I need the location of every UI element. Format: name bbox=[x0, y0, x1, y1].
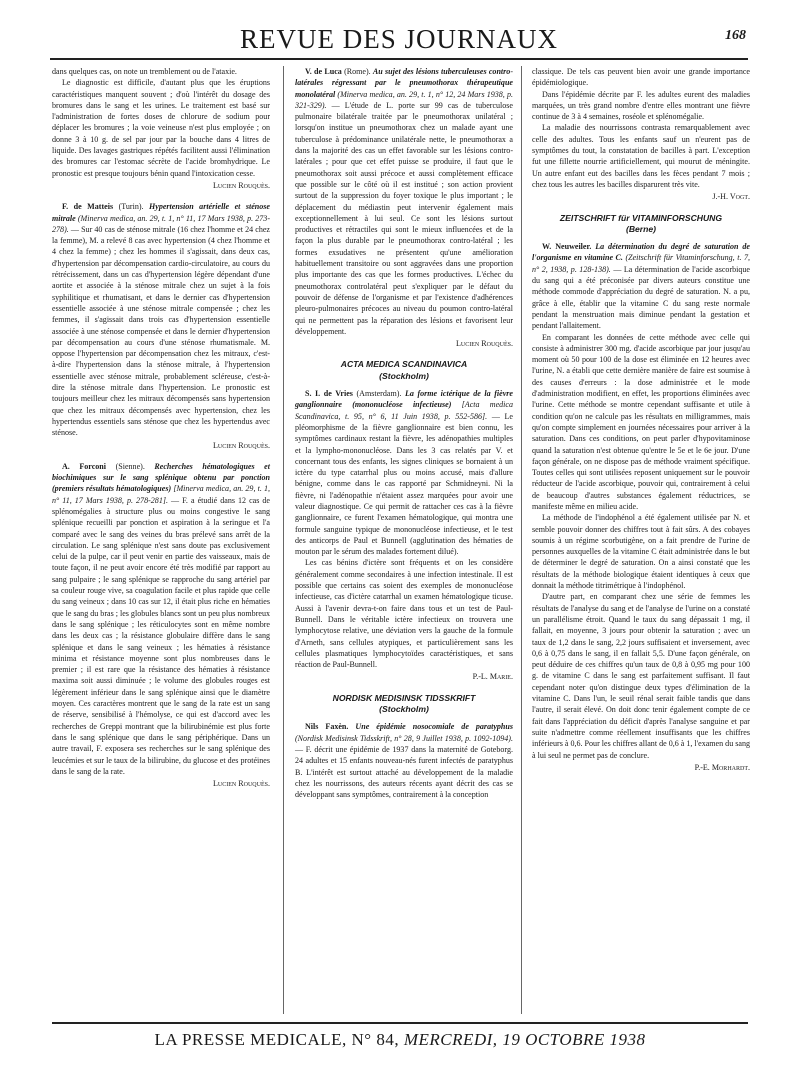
article-source: (Minerva medica, an. 29, t. 1, n° 12, 24 Mars 1938, p. 321-329). bbox=[295, 89, 513, 110]
paragraph bbox=[295, 388, 513, 557]
article-source: (Zeitschrift für Vitaminforschung, t. 7, n° 2, 1938, p. 128-138). bbox=[532, 253, 750, 274]
article-continued bbox=[52, 66, 270, 191]
article-signature: Lucien Rouquès. bbox=[456, 339, 513, 349]
article-title: Hypertension artérielle et sténose mitrale bbox=[52, 202, 270, 223]
footer-day: MERCREDI, bbox=[403, 1030, 498, 1049]
column-1 bbox=[52, 66, 270, 799]
paragraph: La maladie des nourrissons contrasta remarquablement avec celle des adultes. Tous les enfants sauf un n'eurent pas de symptômes du tout, la constatation de bacilles à part. L'exception fut une fillette nourrie artificiellement, qui mourut de méningite. Un autre enfant eut des bacilles dans les fèces pendant 7 mois ; chez tous les autres les bacilles disparurent très vite. bbox=[532, 123, 750, 189]
page-footer bbox=[52, 1022, 748, 1050]
paragraph bbox=[295, 721, 513, 800]
paragraph: classique. De tels cas peuvent bien avoir une grande importance épidémiologique. bbox=[532, 67, 750, 88]
article-de-vries bbox=[295, 388, 513, 683]
column-3 bbox=[532, 66, 750, 783]
section-journal-place: (Stockholm) bbox=[379, 704, 429, 715]
paragraph bbox=[532, 241, 750, 331]
article-author: F. de Matteis bbox=[62, 202, 114, 212]
page-header bbox=[50, 22, 748, 60]
section-journal-heading: NORDISK MEDISINSK TIDSSKRIFT bbox=[332, 692, 476, 703]
paragraph bbox=[52, 461, 270, 777]
article-body: — F. a étudié dans 12 cas de splénomégalies à structure plus ou moins congestive le sang splénique recueilli par ponction et aspiration à la seringue et l'a comparé avec le sang des veines du bras prélevé sans arrêt de la circulation. Le sang splénique n'est sans doute pas exclusivement celui de la pulpe, car il peut venir en partie des vaisseaux, mais de toute façon, il ne peut avoir encore été très modifié par rapport au sang pulpaire ; le sang splénique se rapproche du sang artériel par sa couleur rouge vive, sa coagulation facile et plus rapide que celle du sang veineux ; dans 10 cas sur 12, il était plus riche en hématies que le sang du bras ; les globules blancs sont un peu plus nombreux dans le sang splénique ; les réticulocytes sont en même nombre dans les deux cas ; la résistance globulaire diffère dans le sang splénique et dans le sang veineux ; les hématies à résistance minima et résistance moyenne sont plus nombreuses dans le premier ; il est rare que la résistance des hématies à résistance maxima soit aussi diminuée ; le volume des globules rouges est légèrement inférieur dans le sang splénique ainsi que le diamètre moyen. Ces caractères montrent que le sang de la rate est un sang de réserve, sensibilisé à l'hémolyse, ce qui est d'accord avec les recherches de Greppi montrant que la bilirubinémie est plus forte dans le sang splénique que dans le sang périphérique. Dans un autre travail, F. exposera ses recherches sur le sang splénique des leucémies et sur le taux de la bilirubine, du glucose et des protéines dans le sang de la rate. bbox=[52, 495, 270, 776]
column-2 bbox=[295, 66, 513, 810]
section-journal-place: (Stockholm) bbox=[379, 370, 429, 381]
paragraph: Dans l'épidémie décrite par F. les adultes eurent des maladies marquées, un très grand nombre d'entre elles montrant une fièvre continue de 3 à 4 semaines, roséole et splénomégalie. bbox=[532, 89, 750, 122]
article-signature: J.-H. Vogt. bbox=[712, 192, 750, 202]
article-place: (Turin). bbox=[118, 202, 144, 212]
article-signature: P.-L. Marie. bbox=[472, 672, 513, 682]
article-source: (Minerva medica, an. 29, t. 1, n° 11, 17 Mars 1938, p. 273-278). bbox=[52, 213, 271, 234]
article-neuweiler bbox=[532, 241, 750, 773]
article-source: [Minerva medica, an. 29, t. 1, n° 11, 17 Mars 1938, p. 278-281]. bbox=[52, 484, 271, 505]
paragraph: D'autre part, en comparant chez une série de femmes les résultats de l'analyse du sang et de l'analyse de l'urine on a constaté un parallélisme étroit. Quand le taux du sang dépassait 1 mg, il fallait, en moyenne, 3 jours pour obtenir la saturation ; avec un taux de 1,2 dans le sang, 2,2 jours suffisaient et inversement, avec 0,6 à 0,75 dans le sang, il en fallait 5,5. D'une façon générale, on peut déduire de ces chiffres qu'un taux de 0,8 à 0,95 mg pour 100 g. de vitamine C dans le sang est parfaitement suffisant. Il faut cependant noter qu'on distingue deux types d'élimination de la vitamine C. Dans l'un, le seuil rénal serait faible tandis que dans l'autre, il serait élevé. On doit donc tenir également compte de ce fait dans l'appréciation du déficit d'après l'analyse sanguine et par suite n'admettre comme réellement insuffisants que les chiffres inférieurs à 0,6. Pour les chiffres allant de 0,6 à 1, l'examen du sang à lui seul ne permet pas de conclure. bbox=[532, 592, 750, 760]
article-place: (Sienne). bbox=[115, 461, 145, 471]
article-title: Recherches hématologiques et biochimiques sur le sang splénique obtenu par ponction (premiers résultats hématologiques) bbox=[52, 461, 270, 494]
article-body: — La détermination de l'acide ascorbique du sang qui a été préconisée par divers auteurs constitue une méthode commode d'appréciation du degré de saturation. N. a pu, grâce à elle, établir que la vitamine C du sang reste normale pendant la menstruation mais diminue pendant la gestation et pendant l'allaitement. bbox=[532, 264, 751, 331]
article-body: — F. décrit une épidémie de 1937 dans la maternité de Goteborg. 24 adultes et 15 enfants nouveau-nés furent infectés de paratyphus B. L'intérêt est surtout attaché au développement de la maladie chez les nourrissons, des auteurs récents ayant décrit des cas se développant sans symptômes, contrairement à la conception bbox=[295, 744, 513, 800]
paragraph bbox=[52, 201, 270, 438]
article-source: [Acta medica Scandinavica, t. 95, n° 6, 11 Juin 1938, p. 552-586]. bbox=[295, 400, 513, 421]
article-faxen-continued bbox=[532, 66, 750, 203]
article-place: (Amsterdam). bbox=[356, 389, 402, 399]
article-signature: Lucien Rouquès. bbox=[213, 180, 270, 190]
journal-section-title: REVUE DES JOURNAUX bbox=[239, 24, 558, 54]
article-author: A. Forconi bbox=[62, 461, 107, 471]
paragraph: En comparant les données de cette méthode avec celle qui consiste à administrer 300 mg. d'acide ascorbique par jour jusqu'au moment où 50 pour 100 de la dose est éliminée en 12 heures avec l'urine, N. a établi que cette dernière manière de faire est soumise à des causes d'erreurs : la dose administrée et le mode d'administration modifient, en effet, les proportions éliminées avec l'urine. Cette méthode se montre cependant suffisante et utile à condition qu'on ne calcule pas les résultats en milligrammes, mais qu'on compte simplement en journées nécessaires pour arriver à la saturation. Dans ces conditions, on peut parler d'hypovitaminose quand la saturation n'est obtenue qu'entre le 5e et le 6e jour. D'une façon générale, on ne dispose pas de méthode vraiment spécifique. Toutes celles qui sont utilisées reposent uniquement sur le pouvoir réducteur de l'acide ascorbique, pouvoir qui, contrairement à celui de beaucoup d'autres substances également réductrices, se manifeste même en milieu acide. bbox=[532, 332, 750, 511]
article-signature: Lucien Rouquès. bbox=[213, 440, 270, 450]
article-forconi bbox=[52, 461, 270, 790]
article-author: V. de Luca bbox=[305, 67, 342, 76]
paragraph bbox=[295, 66, 513, 337]
article-signature: Lucien Rouquès. bbox=[213, 779, 270, 789]
section-journal-heading: ACTA MEDICA SCANDINAVICA bbox=[340, 359, 468, 370]
article-title: La détermination du degré de saturation de l'organisme en vitamine C. bbox=[532, 242, 750, 263]
footer-date: 19 OCTOBRE 1938 bbox=[502, 1030, 646, 1049]
paragraph: Le diagnostic est difficile, d'autant plus que les éruptions caractéristiques manquent souvent ; d'où l'intérêt du dosage des bromures dans le sang et les urines. Le traitement est basé sur l'administration de fortes doses de chlorure de sodium pour déplacer les bromures ; la voie veineuse n'est plus employée ; on donne 3 à 10 g. de sel par jour par la bouche dans 4 litres de liquide. Des lavages gastriques répétés facilitent aussi l'élimination des bromures car l'estomac sécrète de l'acide bromhydrique. Le pronostic est presque toujours bénin quand l'intoxication cesse. bbox=[52, 78, 270, 178]
column-divider bbox=[283, 66, 284, 1014]
article-title: Au sujet des lésions tuberculeuses contro-latérales régressant par le pneumothorax thérapeutique monolatéral bbox=[295, 67, 513, 99]
paragraph: Les cas bénins d'ictère sont fréquents et on les considère généralement comme secondaires à une infection intestinale. Il est possible que certains cas soient des exemples de mononucléose infectieuse, cas d'ictère catarrhal un examen hématologique ticuse. Aussi à l'avenir devra-t-on faire dans tous et un test de Paul-Bunnell. Dans le véritable ictère infectieux on trouvera une lymphocytose relative, une déviation vers la gauche de la formule d'Arneth, sans cellules atypiques, et particulièrement sans les cellules plasmatiques lymphocytoïdes caractéristiques, et sans réaction de Paul-Bunnell. bbox=[295, 558, 513, 670]
article-body: — L'étude de L. porte sur 99 cas de tuberculose pulmonaire bilatérale traitée par le pneumothorax unilatéral ; lorsqu'on institue un pneumothorax chez un malade ayant une tuberculose à prédominance unilatérale nette, le pneumothorax a dans la majorité des cas un effet favorable sur les lésions contro-latérales ; pour que cet effet puisse se produire, il faut que le pneumothorax soit aussi précoce et aussi complètement efficace que possible sur le côté où il est institué ; son action provient surtout de la suppression du foyer toxique le plus important ; le déplacement du médiastin peut intervenir également mais exceptionnellement à lui seul. Ce sont les lésions surtout productives et rétractiles qui sont le mieux influencées et de la façon la plus durable par le pneumothorax contro-latéral ; les formes exsudatives ne présentent qu'une amélioration habituellement transitoire ou sont aggravées dans une proportion plus importante des cas que les formes productives. L'échec du pneumothorax controlatéral peut s'expliquer par le défaut du pouvoir de défense de l'organisme et par l'existence d'adhérences pleuro-pulmonaires précoces au niveau du poumon contro-latéral qui ne permettent pas la réparation des lésions et favorisent leur développement. bbox=[295, 100, 513, 336]
article-signature: P.-E. Morhardt. bbox=[694, 762, 750, 772]
article-title: Une épidémie nosocomiale de paratyphus bbox=[355, 722, 513, 732]
article-de-luca bbox=[295, 66, 513, 349]
article-source: (Nordisk Medisinsk Tidsskrift, n° 28, 9 Juillet 1938, p. 1092-1094). bbox=[295, 733, 513, 743]
article-faxen bbox=[295, 721, 513, 800]
article-author: Nils Faxèn. bbox=[305, 722, 349, 732]
article-title: La forme ictérique de la fièvre ganglionnaire (mononucléose infectieuse) bbox=[295, 389, 514, 410]
column-divider bbox=[521, 66, 522, 1014]
article-place: (Rome). bbox=[344, 67, 371, 76]
footer-publication: LA PRESSE MEDICALE, N° 84, bbox=[154, 1030, 400, 1049]
section-journal-heading: ZEITSCHRIFT für VITAMINFORSCHUNG bbox=[559, 212, 723, 223]
page-number: 168 bbox=[725, 28, 746, 43]
article-author: W. Neuweiler. bbox=[542, 242, 592, 252]
article-body: — Le pléomorphisme de la fièvre ganglionnaire est bien connu, les symptômes cardinaux restant la fièvre, les adénopathies multiples et la lympho-mononucléose. Dans les 3 cas relatés par V. et concernant tous des enfants, les signes cliniques se bornaient à un ictère du type catarrhal plus ou moins accusé, mais d'allure bénigne, comme dans le cas rapporté par Schmidneyni. Ni la fièvre, ni l'adénopathie n'étaient assez marquées pour avoir une valeur diagnostique. Ce qui permit de rattacher ces cas à la fièvre ganglionnaire, ce furent l'examen hématologique, qui montra une formule sanguine typique de mononucléose infectieuse, et le test des anticorps de Paul et Bunnell (agglutination des hématies de mouton par le sérum des malades fortement dilué). bbox=[295, 411, 514, 557]
article-author: S. I. de Vries bbox=[305, 389, 353, 399]
article-body: — Sur 40 cas de sténose mitrale (16 chez l'homme et 24 chez la femme), M. a relevé 8 cas avec hypertension (4 chez l'homme et 4 chez la femme) ; chez les hommes il s'agissait, dans deux cas, d'hypertension par décompensation cardio-circulatoire, au cours du rétrécissement, dans un cas d'hypertension légère dépendant d'une aortite et associée à la sténose mitrale chez un sujet à la fois syphilitique et rhumatisant, et dans le dernier cas d'hypertension essentielle associée à une sténose mitrale compensée ; chez les femmes, il s'agissait dans trois cas d'hypertension essentielle associée à une sténose compensée et dans le dernier d'hypertension par décompensation au cours d'une sténose rhumatismale. M. oppose l'hypertension par décompensation chez les mitraux, c'est-à-dire l'hypertension dans la sténose mitrale, à l'hypertension essentielle avec sténose mitrale, probablement scléreuse, c'est-à-dire la sténose mitrale dans l'hypertension. Le pronostic est toujours meilleur chez les mitraux décompensés sans hypertension que chez les mitraux décompensés avec hypertension, chez les hypertendus essentiels sans sténose que chez les hypertendus avec sténose. bbox=[52, 224, 271, 438]
paragraph: La méthode de l'indophénol a été également utilisée par N. et semble pouvoir donner des chiffres tout à fait sûrs. A des cobayes soumis à un régime scorbutigène, on a fait prendre de l'urine de personnes auxquelles de la vitamine C était administrée dans le but de déterminer le degré de saturation. On a ainsi constaté que les résultats de la méthode biologique étaient identiques à ceux que donnait la méthode titrimétrique à l'indophénol. bbox=[532, 513, 750, 591]
paragraph: dans quelques cas, on note un tremblement ou de l'ataxie. bbox=[52, 67, 237, 76]
article-matteis bbox=[52, 201, 270, 451]
section-journal-place: (Berne) bbox=[625, 223, 657, 234]
